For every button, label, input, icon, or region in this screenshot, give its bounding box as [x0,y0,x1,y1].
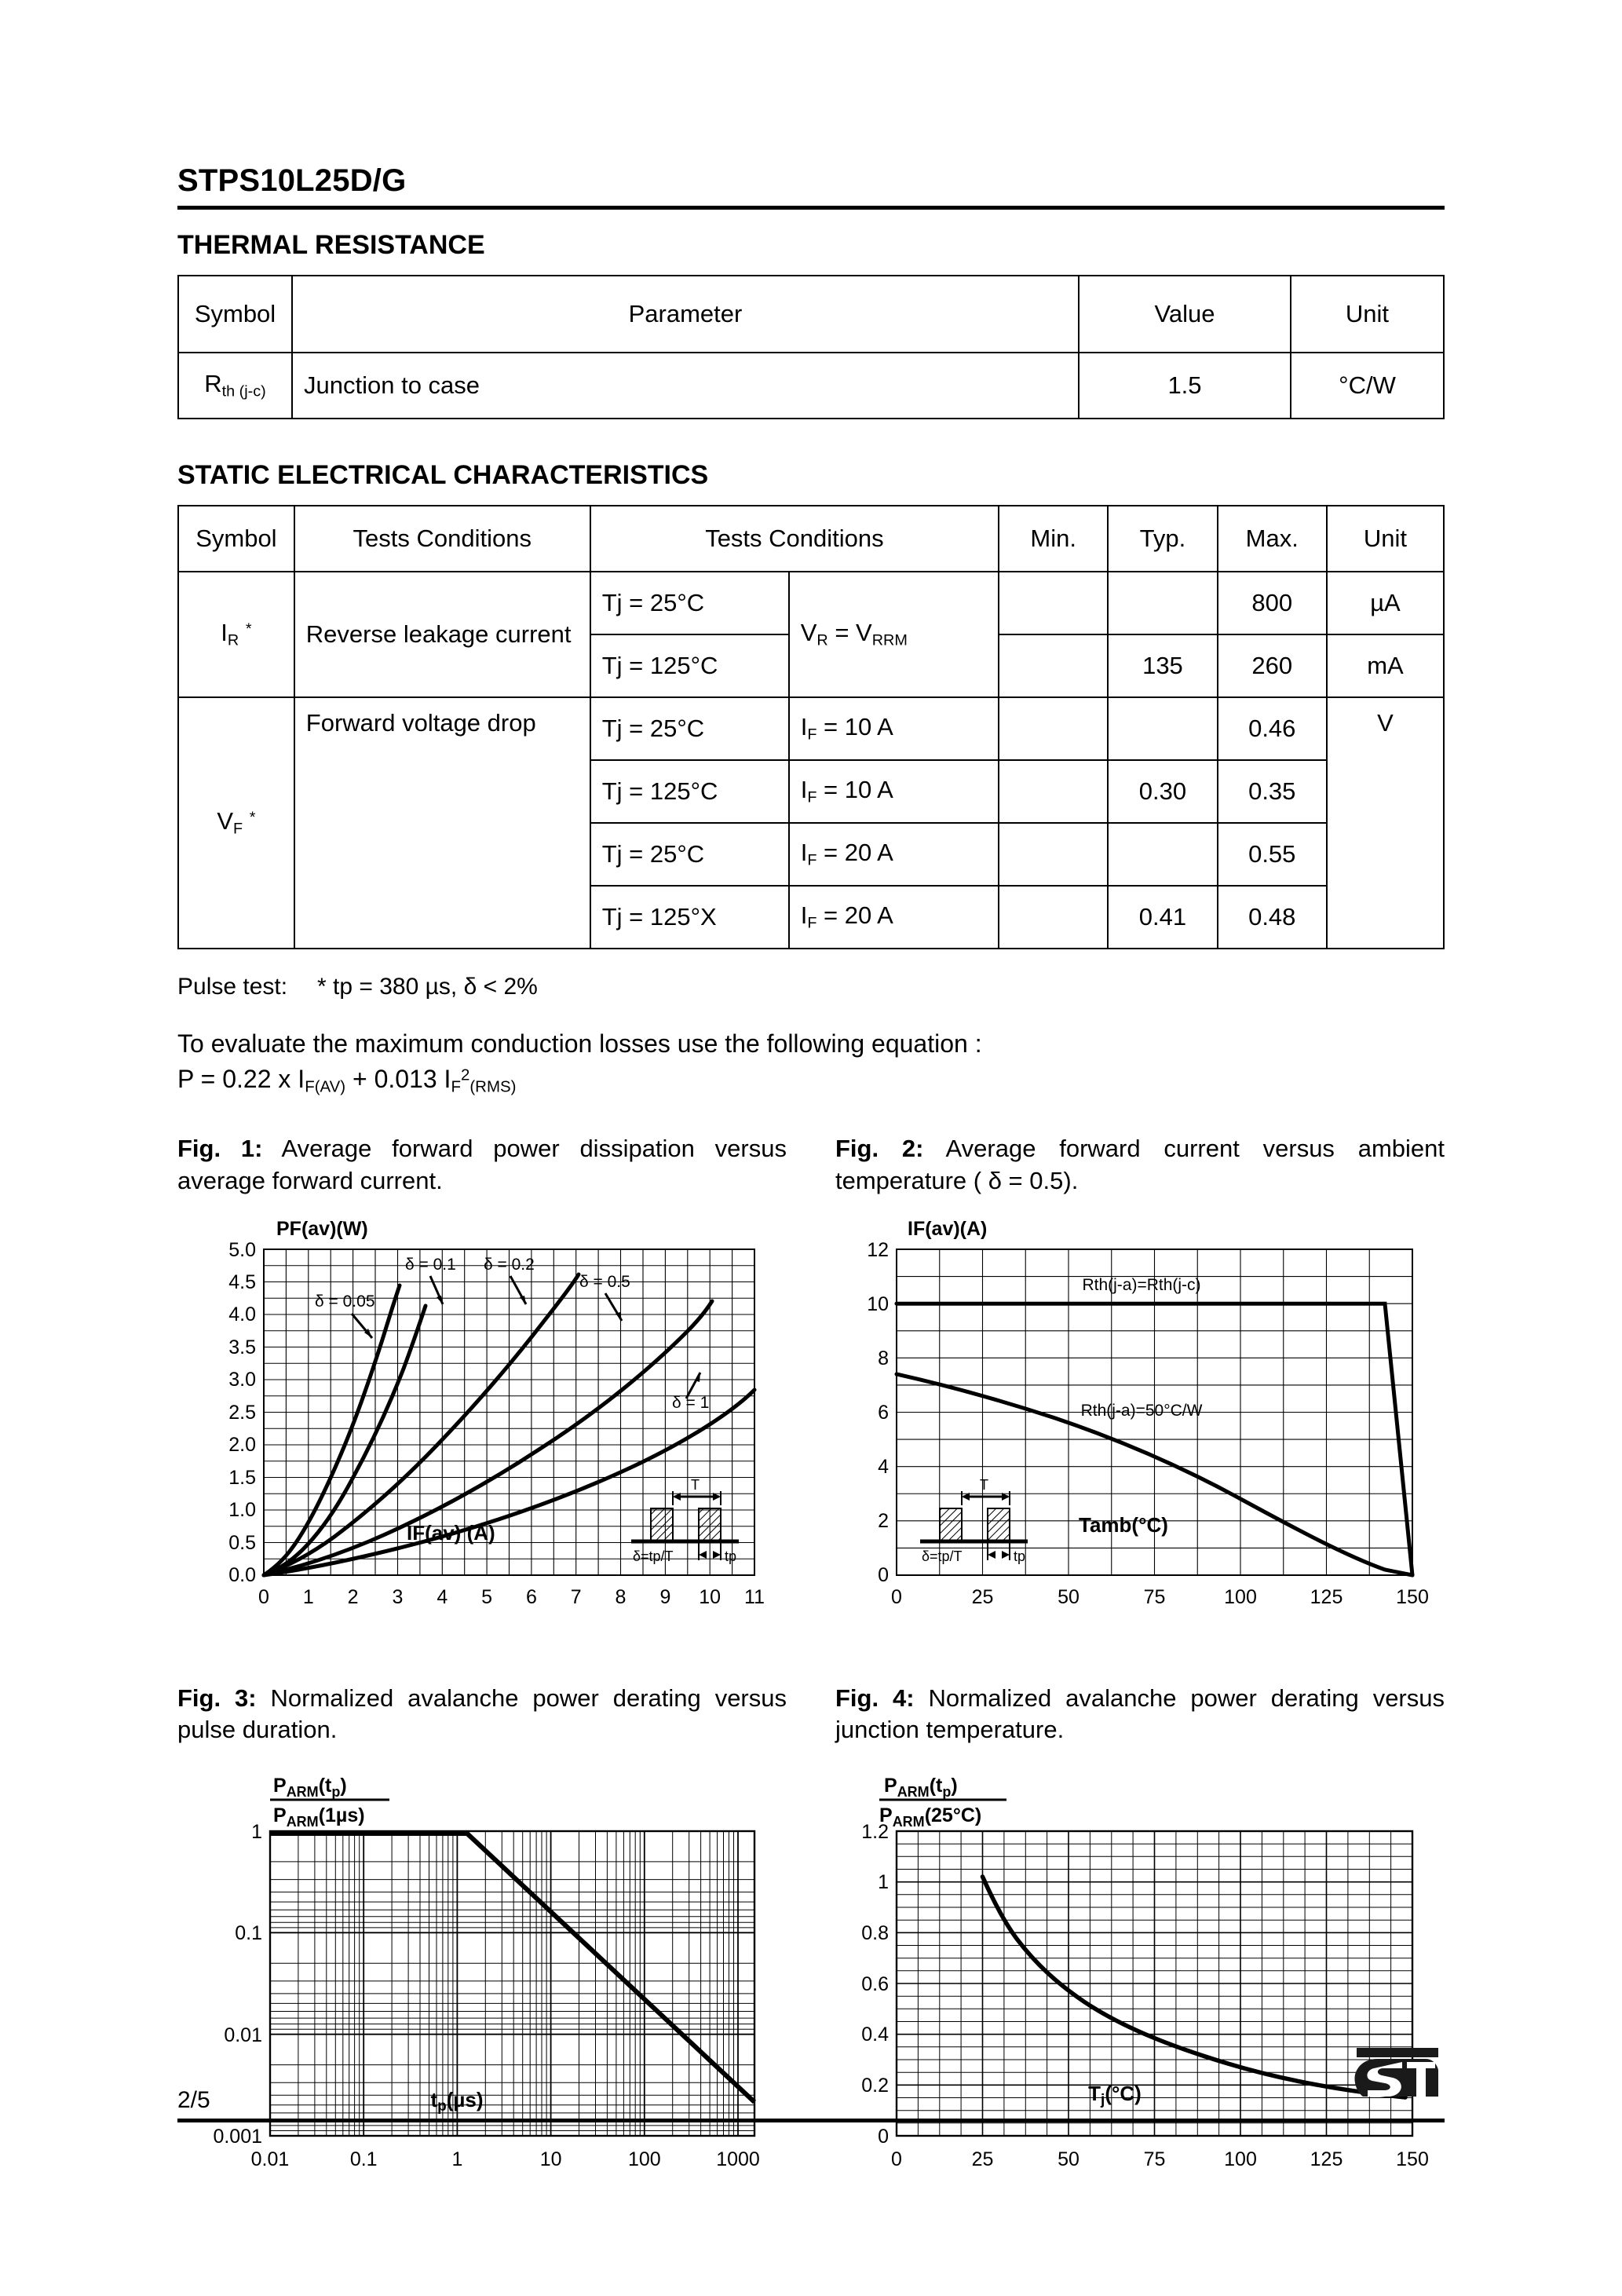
fig4-ylabel-numerator: $P_{ARM}(t_p)$ [884,1775,958,1801]
th-symbol: Symbol [178,276,292,353]
figure-row-1 [177,1133,1445,1642]
fig3-xtick-labels [251,2148,760,2170]
table-header-row [178,506,1444,572]
svg-text:1000: 1000 [716,2148,760,2171]
fig4-chart [835,1767,1445,2206]
svg-text:1.2: 1.2 [861,1821,889,1844]
pulse-test-note [177,970,1445,1004]
th-unit: Unit [1291,276,1444,353]
svg-text:100: 100 [1224,1585,1257,1608]
td-min [999,886,1108,949]
equation-lhs: P = 0.22 x I [177,1064,305,1093]
svg-text:4.0: 4.0 [228,1303,256,1325]
td-min [999,634,1108,697]
fig2-label: Fig. 2: [835,1134,924,1162]
bias-eq: = V [827,619,872,647]
fig1-pulse-inset [631,1477,739,1564]
td-max: 260 [1218,634,1327,697]
svg-text:100: 100 [627,2148,661,2171]
bias-sub1: R [816,631,828,649]
fig4-ylabel-denominator: $P_{ARM}(25^\circ C)$ [879,1804,982,1830]
fig4-svg [835,1767,1445,2206]
fig4-xtick-labels [891,2148,1429,2170]
fig1-ylabel: PF(av)(W) [276,1217,368,1240]
svg-text:6: 6 [525,1585,537,1608]
conduction-loss-equation [177,1062,1445,1099]
svg-text:1: 1 [878,1871,889,1894]
table-header-row [178,276,1444,353]
fig2-ytick-labels [867,1239,889,1586]
static-characteristics-table [177,505,1445,949]
fig1-label-delta-05: δ = 0.5 [579,1272,630,1291]
svg-text:5: 5 [481,1585,493,1608]
thermal-resistance-heading: THERMAL RESISTANCE [177,230,485,260]
svg-text:0.001: 0.001 [213,2126,262,2148]
table-row [178,697,1444,760]
td-condition-temp: Tj = 125°C [590,634,789,697]
fig1-svg [177,1218,787,1642]
page-content [177,165,1445,2206]
svg-text:75: 75 [1143,2148,1166,2171]
figure-4 [835,1683,1445,2207]
equation-sub-rms: (RMS) [469,1077,517,1096]
st-logo [1350,2045,1445,2101]
symbol-main: R [204,370,222,398]
fig1-chart [177,1218,787,1642]
svg-text:125: 125 [1310,1585,1343,1608]
static-characteristics-heading: STATIC ELECTRICAL CHARACTERISTICS [177,460,709,490]
th-max: Max. [1218,506,1327,572]
svg-text:75: 75 [1143,1585,1166,1608]
svg-text:8: 8 [878,1347,889,1369]
equation-intro: To evaluate the maximum conduction losses use the following equation : [177,1029,982,1058]
fig1-caption [177,1133,787,1197]
svg-text:11: 11 [744,1585,765,1608]
fig2-label-rth50: Rth(j-a)=50°C/W [1080,1401,1203,1420]
current-main: I [800,776,808,804]
current-sub: F [807,851,817,869]
page-footer [177,2087,1445,2122]
current-value: = 20 A [816,839,893,867]
table-row [178,353,1444,419]
th-min: Min. [999,506,1108,572]
thermal-resistance-table [177,275,1445,419]
td-condition-temp: Tj = 125°X [590,886,789,949]
fig4-xlabel: Tj(°C) [1088,2082,1142,2109]
pulse-test-value: * tp = 380 µs, δ < 2% [317,974,538,1000]
td-max: 0.35 [1218,760,1327,823]
th-tests-conditions-1: Tests Conditions [294,506,590,572]
current-value: = 20 A [816,901,893,930]
td-parameter-ir: Reverse leakage current [294,572,590,697]
fig2-inset-label-T: T [980,1476,988,1493]
td-unit: µA [1327,572,1444,634]
svg-text:3.0: 3.0 [228,1368,256,1391]
svg-text:1.0: 1.0 [228,1498,256,1521]
td-max: 0.46 [1218,697,1327,760]
fig1-annotations [315,1256,709,1412]
bias-main: V [800,619,817,647]
fig3-caption [177,1683,787,1747]
td-symbol-vf [178,697,294,949]
fig2-caption-text: Average forward current versus ambient temperature ( δ = 0.5). [835,1134,1445,1194]
td-typ [1108,697,1217,760]
svg-text:0.4: 0.4 [861,2024,889,2046]
td-min [999,572,1108,634]
th-tests-conditions-2: Tests Conditions [590,506,999,572]
td-unit: °C/W [1291,353,1444,419]
td-condition-temp: Tj = 25°C [590,697,789,760]
svg-text:7: 7 [570,1585,582,1608]
fig1-label: Fig. 1: [177,1134,263,1162]
fig2-svg [835,1218,1445,1642]
svg-text:1: 1 [251,1821,262,1844]
fig1-xlabel: IF(av) (A) [407,1520,495,1545]
svg-text:25: 25 [971,2148,994,2171]
equation-sub-fav: F(AV) [305,1077,346,1096]
fig3-svg [177,1767,787,2206]
svg-text:4: 4 [878,1455,889,1478]
fig1-inset-label-tp: tp [725,1548,737,1564]
svg-text:0.0: 0.0 [228,1563,256,1586]
td-condition-current [789,697,999,760]
th-value: Value [1079,276,1291,353]
fig1-caption-text: Average forward power dissipation versus average forward current. [177,1134,787,1194]
fig3-caption-text: Normalized avalanche power derating versus pulse duration. [177,1684,787,1744]
svg-text:0.1: 0.1 [349,2148,378,2171]
svg-text:0: 0 [878,1563,889,1586]
fig2-xtick-labels [891,1586,1429,1608]
fig1-xtick-labels [258,1586,765,1608]
td-symbol-ir [178,572,294,697]
symbol-sub: F [233,820,243,838]
td-typ [1108,823,1217,886]
svg-text:0.2: 0.2 [861,2075,889,2097]
fig4-caption [835,1683,1445,1747]
th-symbol: Symbol [178,506,294,572]
svg-text:3.5: 3.5 [228,1336,256,1358]
td-min [999,697,1108,760]
fig1-label-delta-1: δ = 1 [672,1393,710,1412]
svg-text:9: 9 [659,1585,671,1608]
td-condition-temp: Tj = 125°C [590,760,789,823]
fig4-caption-text: Normalized avalanche power derating versus junction temperature. [835,1684,1445,1744]
td-condition-temp: Tj = 25°C [590,572,789,634]
td-min [999,823,1108,886]
th-parameter: Parameter [292,276,1079,353]
fig3-ylabel-denominator: $P_{ARM}(1\mu s)$ [273,1804,365,1830]
td-typ [1108,572,1217,634]
fig3-xlabel: tp(µs) [430,2088,484,2115]
svg-text:10: 10 [699,1585,721,1608]
svg-text:0.1: 0.1 [235,1922,262,1945]
svg-text:150: 150 [1396,1585,1429,1608]
svg-text:12: 12 [867,1238,889,1261]
svg-text:0.8: 0.8 [861,1922,889,1945]
symbol-main: I [221,619,228,647]
td-max: 0.55 [1218,823,1327,886]
svg-text:6: 6 [878,1401,889,1424]
svg-text:100: 100 [1224,2148,1257,2171]
fig1-inset-label-duty: δ=tp/T [633,1548,674,1564]
th-typ: Typ. [1108,506,1217,572]
svg-text:10: 10 [867,1292,889,1315]
figure-3 [177,1683,787,2207]
td-max: 0.48 [1218,886,1327,949]
svg-text:3: 3 [392,1585,404,1608]
svg-text:8: 8 [615,1585,627,1608]
svg-text:0.01: 0.01 [250,2148,290,2171]
current-sub: F [807,726,817,744]
page-title: STPS10L25D/G [177,163,407,198]
td-typ: 0.41 [1108,886,1217,949]
svg-text:4.5: 4.5 [228,1270,256,1293]
current-sub: F [807,788,817,806]
fig2-label-rthjc: Rth(j-a)=Rth(j-c) [1082,1275,1201,1294]
td-max: 800 [1218,572,1327,634]
td-condition-bias [789,572,999,697]
td-unit: V [1327,697,1444,949]
svg-text:0.6: 0.6 [861,1973,889,1996]
fig4-ylabel [879,1775,1006,1830]
svg-text:2: 2 [347,1585,359,1608]
svg-text:1.5: 1.5 [228,1466,256,1489]
symbol-main: V [217,807,233,835]
current-main: I [800,713,808,741]
td-condition-current [789,760,999,823]
current-main: I [800,839,808,867]
equation-mid: + 0.013 I [345,1064,451,1093]
td-typ: 0.30 [1108,760,1217,823]
svg-text:1: 1 [451,2148,463,2171]
header-divider [177,206,1445,210]
fig1-inset-label-T: T [691,1476,700,1493]
td-condition-current [789,823,999,886]
current-sub: F [807,914,817,932]
symbol-sub: R [227,631,239,649]
table-row [178,572,1444,634]
current-value: = 10 A [816,776,893,804]
symbol-star: * [249,809,256,827]
svg-text:2.0: 2.0 [228,1433,256,1456]
th-unit: Unit [1327,506,1444,572]
equation-sub-f: F [451,1077,461,1096]
footer-divider [177,2119,1445,2122]
figure-2 [835,1133,1445,1642]
fig3-ylabel-numerator: $P_{ARM}(t_p)$ [273,1775,347,1801]
bias-sub2: RRM [871,631,908,649]
fig1-label-delta-02: δ = 0.2 [484,1255,535,1274]
current-value: = 10 A [816,713,893,741]
svg-text:0.01: 0.01 [224,2024,262,2047]
svg-text:125: 125 [1310,2148,1343,2171]
fig2-caption [835,1133,1445,1197]
fig4-label: Fig. 4: [835,1684,915,1712]
svg-text:0: 0 [878,2126,889,2148]
fig2-ylabel: IF(av)(A) [908,1217,988,1240]
svg-text:25: 25 [971,1585,994,1608]
fig2-inset-label-duty: δ=tp/T [922,1548,963,1564]
svg-text:1: 1 [302,1585,314,1608]
fig1-label-delta-005: δ = 0.05 [315,1292,375,1311]
svg-text:5.0: 5.0 [228,1238,256,1261]
td-typ: 135 [1108,634,1217,697]
fig1-ytick-labels [228,1239,256,1586]
pulse-test-label: Pulse test: [177,974,288,1000]
fig4-curve [983,1877,1406,2097]
svg-text:0.5: 0.5 [228,1531,256,1554]
figure-row-2 [177,1683,1445,2207]
fig2-xlabel: Tamb(°C) [1079,1512,1168,1537]
symbol-star: * [245,620,252,638]
td-condition-temp: Tj = 25°C [590,823,789,886]
equation-sup-2: 2 [460,1066,470,1084]
td-unit: mA [1327,634,1444,697]
td-value: 1.5 [1079,353,1291,419]
td-symbol [178,353,292,419]
svg-text:2.5: 2.5 [228,1401,256,1424]
fig3-ylabel [270,1775,389,1830]
svg-text:0: 0 [891,2148,902,2171]
symbol-sub: th (j-c) [221,382,266,400]
td-min [999,760,1108,823]
fig2-inset-label-tp: tp [1014,1548,1026,1564]
page-number: 2/5 [177,2087,210,2113]
td-parameter-vf: Forward voltage drop [294,697,590,949]
fig1-label-delta-01: δ = 0.1 [405,1255,456,1274]
current-main: I [800,901,808,930]
svg-text:4: 4 [437,1585,448,1608]
td-condition-current [789,886,999,949]
fig3-label: Fig. 3: [177,1684,257,1712]
svg-text:50: 50 [1058,1585,1080,1608]
td-parameter: Junction to case [292,353,1079,419]
fig2-chart [835,1218,1445,1642]
fig2-annotations [1081,1276,1203,1420]
svg-text:2: 2 [878,1509,889,1532]
svg-text:0: 0 [258,1585,269,1608]
svg-text:0: 0 [891,1585,902,1608]
svg-text:150: 150 [1396,2148,1429,2171]
svg-text:10: 10 [539,2148,562,2171]
fig1-curve-delta-005 [264,1285,400,1575]
svg-text:50: 50 [1058,2148,1080,2171]
fig3-chart [177,1767,787,2206]
figure-1 [177,1133,787,1642]
